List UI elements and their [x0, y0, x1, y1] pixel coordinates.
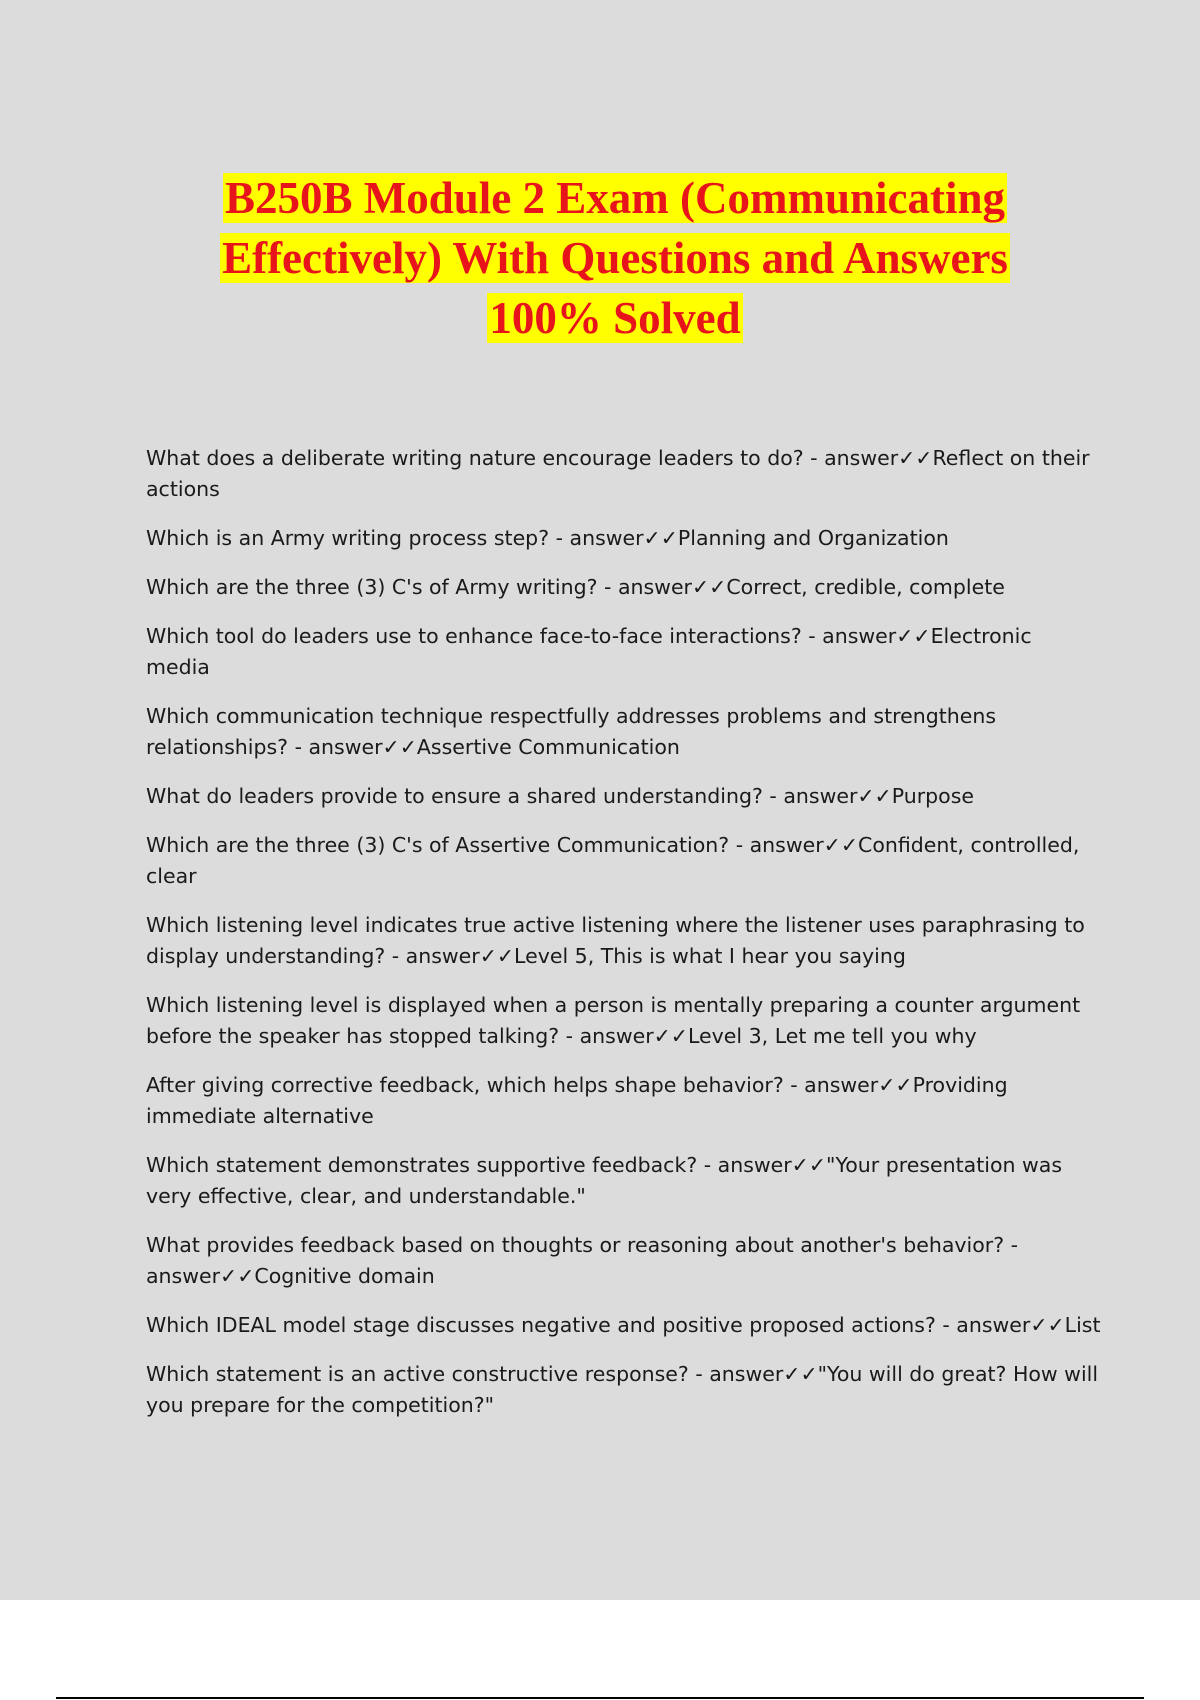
- qa-question: After giving corrective feedback, which helps shape behavior?: [146, 1073, 784, 1097]
- answer-separator: - answer✓✓: [549, 526, 678, 550]
- qa-question: Which communication technique respectfully addresses problems and strengthens relationships?: [146, 704, 997, 759]
- answer-separator: - answer✓✓: [935, 1313, 1065, 1337]
- qa-question: Which listening level is displayed when a person is mentally preparing a counter argument before the speaker has stopped talking?: [146, 993, 1081, 1048]
- qa-question: Which are the three (3) C's of Army writing?: [146, 575, 598, 599]
- answer-separator: - answer✓✓: [146, 1233, 1019, 1288]
- answer-separator: - answer✓✓: [385, 944, 515, 968]
- answer-separator: - answer✓✓: [783, 1073, 913, 1097]
- title-line-1: [100, 168, 1130, 228]
- title-line-3: [100, 288, 1130, 348]
- title-line-1-text: B250B Module 2 Exam (Communicating: [224, 173, 1006, 223]
- qa-answer: Cognitive domain: [254, 1264, 435, 1288]
- qa-question: What provides feedback based on thoughts or reasoning about another's behavior?: [146, 1233, 1005, 1257]
- qa-item: [146, 1150, 1101, 1212]
- qa-question: Which tool do leaders use to enhance face-to-face interactions?: [146, 624, 802, 648]
- qa-answer: Electronic media: [146, 624, 1032, 679]
- qa-answer: Level 5, This is what I hear you saying: [514, 944, 906, 968]
- answer-separator: - answer✓✓: [288, 735, 417, 759]
- qa-answer: Confident, controlled, clear: [146, 833, 1080, 888]
- answer-separator: - answer✓✓: [801, 624, 931, 648]
- qa-question: Which is an Army writing process step?: [146, 526, 550, 550]
- answer-separator: - answer✓✓: [803, 446, 933, 470]
- answer-separator: - answer✓✓: [688, 1362, 818, 1386]
- qa-item: [146, 781, 1101, 812]
- answer-separator: - answer✓✓: [559, 1024, 688, 1048]
- qa-question: Which statement demonstrates supportive feedback?: [146, 1153, 698, 1177]
- document-title: [100, 168, 1130, 348]
- qa-question: Which are the three (3) C's of Assertive Communication?: [146, 833, 730, 857]
- qa-list: [146, 443, 1101, 1439]
- qa-item: [146, 701, 1101, 763]
- qa-answer: Reflect on their actions: [146, 446, 1090, 501]
- qa-item: [146, 1359, 1101, 1421]
- qa-answer: Assertive Communication: [416, 735, 680, 759]
- qa-question: Which IDEAL model stage discusses negative and positive proposed actions?: [146, 1313, 936, 1337]
- qa-answer: Correct, credible, complete: [726, 575, 1005, 599]
- title-line-3-text: 100% Solved: [489, 293, 741, 343]
- qa-answer: "Your presentation was very effective, clear, and understandable.": [146, 1153, 1063, 1208]
- qa-answer: Level 3, Let me tell you why: [687, 1024, 977, 1048]
- qa-item: [146, 990, 1101, 1052]
- qa-question: Which statement is an active constructive response?: [146, 1362, 689, 1386]
- title-line-2-text: Effectively) With Questions and Answers: [222, 233, 1008, 283]
- qa-question: What do leaders provide to ensure a shared understanding?: [146, 784, 763, 808]
- qa-question: Which listening level indicates true active listening where the listener uses paraphrasing to display understanding?: [146, 913, 1085, 968]
- title-line-2: [100, 228, 1130, 288]
- answer-separator: - answer✓✓: [697, 1153, 827, 1177]
- qa-item: [146, 910, 1101, 972]
- qa-answer: Purpose: [891, 784, 975, 808]
- qa-item: [146, 1230, 1101, 1292]
- answer-separator: - answer✓✓: [729, 833, 858, 857]
- bottom-divider: [56, 1697, 1144, 1699]
- qa-answer: "You will do great? How will you prepare for the competition?": [146, 1362, 1099, 1417]
- qa-item: [146, 523, 1101, 554]
- qa-item: [146, 621, 1101, 683]
- qa-answer: Planning and Organization: [677, 526, 949, 550]
- qa-item: [146, 830, 1101, 892]
- answer-separator: - answer✓✓: [597, 575, 727, 599]
- qa-answer: Providing immediate alternative: [146, 1073, 1008, 1128]
- qa-item: [146, 1070, 1101, 1132]
- qa-item: [146, 443, 1101, 505]
- qa-item: [146, 572, 1101, 603]
- answer-separator: - answer✓✓: [762, 784, 892, 808]
- qa-item: [146, 1310, 1101, 1341]
- qa-question: What does a deliberate writing nature encourage leaders to do?: [146, 446, 804, 470]
- qa-answer: List: [1064, 1313, 1101, 1337]
